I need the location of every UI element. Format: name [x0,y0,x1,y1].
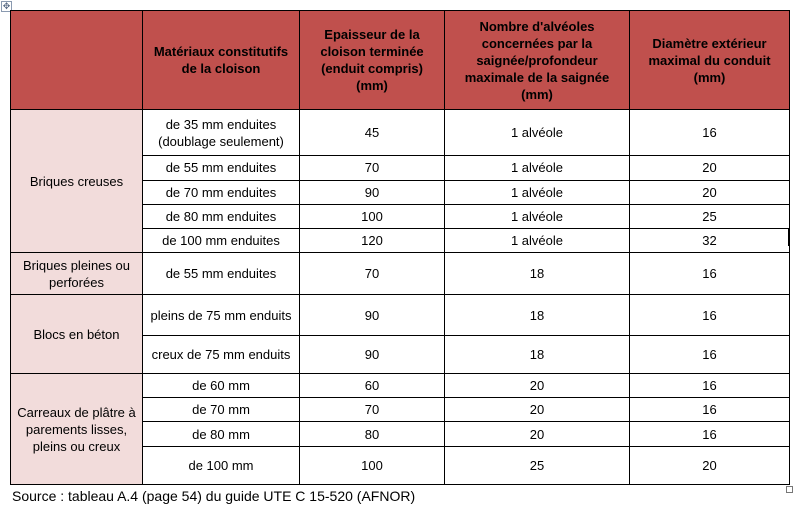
diameter-cell: 20 [630,446,790,484]
material-cell: de 80 mm [143,422,300,446]
table-resize-handle-icon[interactable] [786,486,793,493]
thickness-cell: 45 [300,110,445,156]
group-label-briques-pleines: Briques pleines ou perforées [11,253,143,295]
material-cell: de 55 mm enduites [143,156,300,180]
alveoles-cell: 20 [445,374,630,398]
alveoles-cell: 1 alvéole [445,110,630,156]
material-cell: de 70 mm enduites [143,180,300,204]
material-cell: de 55 mm enduites [143,253,300,295]
thickness-cell: 70 [300,156,445,180]
thickness-cell: 90 [300,295,445,335]
thickness-cell: 90 [300,335,445,373]
alveoles-cell: 1 alvéole [445,156,630,180]
alveoles-cell: 1 alvéole [445,228,630,252]
alveoles-cell: 1 alvéole [445,204,630,228]
thickness-cell: 100 [300,204,445,228]
table-move-handle-icon[interactable]: ✥ [2,1,11,11]
header-diametre: Diamètre extérieur maximal du conduit (mm) [630,11,790,110]
material-cell: de 70 mm [143,398,300,422]
alveoles-cell: 18 [445,335,630,373]
alveoles-cell: 1 alvéole [445,180,630,204]
diameter-cell: 16 [630,335,790,373]
text-cursor [788,228,790,246]
table-row [11,295,790,335]
diameter-cell: 20 [630,156,790,180]
diameter-cell: 16 [630,295,790,335]
table-row [11,374,790,398]
alveoles-cell: 25 [445,446,630,484]
alveoles-cell: 18 [445,253,630,295]
diameter-cell: 32 [630,228,790,252]
diameter-cell: 16 [630,422,790,446]
diameter-cell: 16 [630,253,790,295]
material-cell: de 80 mm enduites [143,204,300,228]
diameter-cell: 16 [630,110,790,156]
thickness-cell: 70 [300,398,445,422]
material-cell: creux de 75 mm enduits [143,335,300,373]
thickness-cell: 70 [300,253,445,295]
table-row [11,110,790,156]
diameter-cell: 16 [630,374,790,398]
cloison-table [10,10,790,485]
material-cell: de 100 mm [143,446,300,484]
diameter-cell: 16 [630,398,790,422]
alveoles-cell: 18 [445,295,630,335]
alveoles-cell: 20 [445,398,630,422]
header-epaisseur: Epaisseur de la cloison terminée (enduit compris) (mm) [300,11,445,110]
alveoles-cell: 20 [445,422,630,446]
header-empty-cell [11,11,143,110]
group-label-carreaux-platre: Carreaux de plâtre à parements lisses, pleins ou creux [11,374,143,485]
thickness-cell: 80 [300,422,445,446]
header-alveoles: Nombre d'alvéoles concernées par la saignée/profondeur maximale de la saignée (mm) [445,11,630,110]
diameter-cell: 25 [630,204,790,228]
material-cell: pleins de 75 mm enduits [143,295,300,335]
source-caption: Source : tableau A.4 (page 54) du guide UTE C 15-520 (AFNOR) [12,488,416,504]
group-label-briques-creuses: Briques creuses [11,110,143,253]
material-cell: de 35 mm enduites (doublage seulement) [143,110,300,156]
thickness-cell: 60 [300,374,445,398]
thickness-cell: 100 [300,446,445,484]
header-materiaux: Matériaux constitutifs de la cloison [143,11,300,110]
diameter-cell: 20 [630,180,790,204]
table-header-row [11,11,790,110]
table-row [11,253,790,295]
group-label-blocs-beton: Blocs en béton [11,295,143,374]
material-cell: de 60 mm [143,374,300,398]
thickness-cell: 120 [300,228,445,252]
thickness-cell: 90 [300,180,445,204]
material-cell: de 100 mm enduites [143,228,300,252]
